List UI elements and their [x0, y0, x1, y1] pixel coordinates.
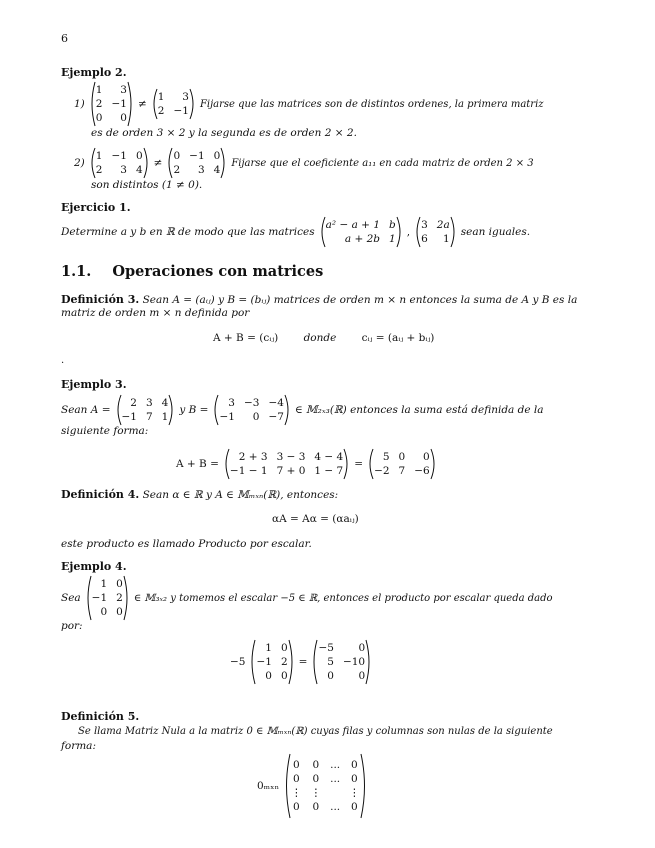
matrix-sum-expanded: [223, 448, 350, 480]
item-2-text-cont: son distintos (1 ≠ 0).: [91, 179, 203, 191]
example-3-text: ∈ 𝕄₂ₓ₃(ℝ) entonces la suma está definida de la: [294, 404, 544, 416]
matrix-b: [212, 394, 290, 426]
example-3-sum: [176, 447, 441, 481]
matrix-cells: 1 3 2 −1 0 0: [95, 83, 127, 124]
definition-3-title: Definición 3.: [61, 293, 140, 306]
section-number: 1.1.: [61, 263, 92, 280]
matrix-cells: 2 + 3 3 − 3 4 − 4 −1 − 1 7 + 0 1 − 7: [229, 450, 344, 477]
zero-matrix: [283, 753, 368, 819]
matrix-cells: 0 −1 0 2 3 4: [173, 149, 221, 176]
example-4-title: Ejemplo 4.: [61, 560, 127, 573]
definition-4-line: [61, 488, 338, 501]
matrix-cells: 3 2a 6 1: [421, 218, 450, 245]
sean-a-label: Sean A =: [61, 404, 111, 416]
matrix-cells: 2 3 4 −1 7 1: [121, 396, 169, 423]
example-2-item-2: [74, 146, 538, 180]
definition-5-title: Definición 5.: [61, 710, 140, 723]
matrix-cells: 1 3 2 −1: [157, 90, 189, 117]
matrix-exercise-2: [414, 216, 457, 248]
item-1-text-cont: es de orden 3 × 2 y la segunda es de orden 2 × 2.: [91, 127, 357, 139]
definition-3-text: Sean A = (aᵢⱼ) y B = (bᵢⱼ) matrices de orden m × n entonces la suma de A y B es la: [142, 294, 578, 306]
matrix-2x3: [89, 147, 150, 179]
definition-4-title: Definición 4.: [61, 488, 140, 501]
item-2-text: Fijarse que el coeficiente a₁₁ en cada matriz de orden 2 × 3: [231, 157, 534, 169]
definition-4-formula: αA = Aα = (αaᵢⱼ): [272, 513, 359, 525]
example-4-product: [230, 638, 376, 686]
exercise-1-text: Determine a y b en ℝ de modo que las matrices: [61, 226, 315, 238]
item-1-text: Fijarse que las matrices son de distintos ordenes, la primera matriz: [199, 98, 544, 110]
equals: =: [298, 656, 308, 668]
definition-4-after: este producto es llamado Producto por escalar.: [61, 538, 312, 550]
equals: =: [354, 458, 364, 470]
definition-3-line-2: matriz de orden m × n definida por: [61, 307, 250, 319]
exercise-1-line: [61, 215, 534, 249]
scalar: −5: [230, 656, 246, 668]
exercise-1-text-end: sean iguales.: [460, 226, 531, 238]
matrix-cells: −5 0 5 −10 0 0: [318, 641, 366, 682]
definition-5-line-1: Se llama Matriz Nula a la matriz 0 ∈ 𝕄ₘₓₙ(ℝ) cuyas filas y columnas son nulas de la siguiente: [78, 726, 553, 737]
item-label: 1): [74, 98, 85, 110]
matrix-3x2: [249, 639, 294, 685]
definition-5-line-2: forma:: [61, 740, 96, 752]
matrix-a: [115, 394, 176, 426]
sum-lhs: A + B =: [176, 458, 219, 470]
matrix-cells: a² − a + 1 b a + 2b 1: [325, 218, 396, 245]
stray-dot: .: [61, 355, 65, 366]
example-4-line: [61, 574, 557, 622]
comma: ,: [406, 226, 411, 238]
matrix-2x3: [166, 147, 227, 179]
zero-matrix-display: [257, 752, 372, 820]
section-heading: [61, 263, 323, 280]
matrix-cells: 5 0 0 −2 7 −6: [374, 450, 430, 477]
matrix-3x2: [89, 81, 134, 127]
exercise-1-title: Ejercicio 1.: [61, 201, 131, 214]
example-2-item-1: [74, 80, 548, 128]
example-2-title: Ejemplo 2.: [61, 66, 127, 79]
matrix-exercise-1: [319, 216, 403, 248]
section-title: Operaciones con matrices: [112, 263, 324, 280]
matrix-cells: 0 0 ... 0 0 0 ... 0 ⋮ ⋮ ⋮ 0 0 ... 0: [291, 758, 360, 813]
example-3-title: Ejemplo 3.: [61, 378, 127, 391]
neq-symbol: ≠: [153, 157, 163, 169]
sea-label: Sea: [61, 592, 81, 604]
zero-matrix-label: 0ₘₓₙ: [257, 780, 280, 792]
definition-4-text: Sean α ∈ ℝ y A ∈ 𝕄ₘₓₙ(ℝ), entonces:: [142, 489, 339, 501]
example-3-line-2: siguiente forma:: [61, 425, 149, 437]
y-b-label: y B =: [179, 404, 209, 416]
page-number: 6: [61, 32, 68, 45]
matrix-sum-result: [367, 448, 437, 480]
matrix-product-result: [311, 639, 372, 685]
matrix-cells: 1 −1 0 2 3 4: [95, 149, 143, 176]
definition-3-line-1: [61, 293, 577, 306]
matrix-3x2: [85, 575, 130, 621]
neq-symbol: ≠: [137, 98, 147, 110]
matrix-2x2: [151, 88, 196, 120]
example-4-text: ∈ 𝕄₃ₓ₂ y tomemos el escalar −5 ∈ ℝ, entonces el producto por escalar queda dado: [133, 592, 553, 604]
definition-3-formula: A + B = (cᵢⱼ) donde cᵢⱼ = (aᵢⱼ + bᵢⱼ): [213, 332, 435, 344]
example-3-line: [61, 393, 548, 427]
matrix-cells: 1 0 −1 2 0 0: [256, 641, 288, 682]
item-label: 2): [74, 157, 85, 169]
matrix-cells: 3 −3 −4 −1 0 −7: [219, 396, 284, 423]
example-4-line-2: por:: [61, 620, 83, 632]
matrix-cells: 1 0 −1 2 0 0: [91, 577, 123, 618]
